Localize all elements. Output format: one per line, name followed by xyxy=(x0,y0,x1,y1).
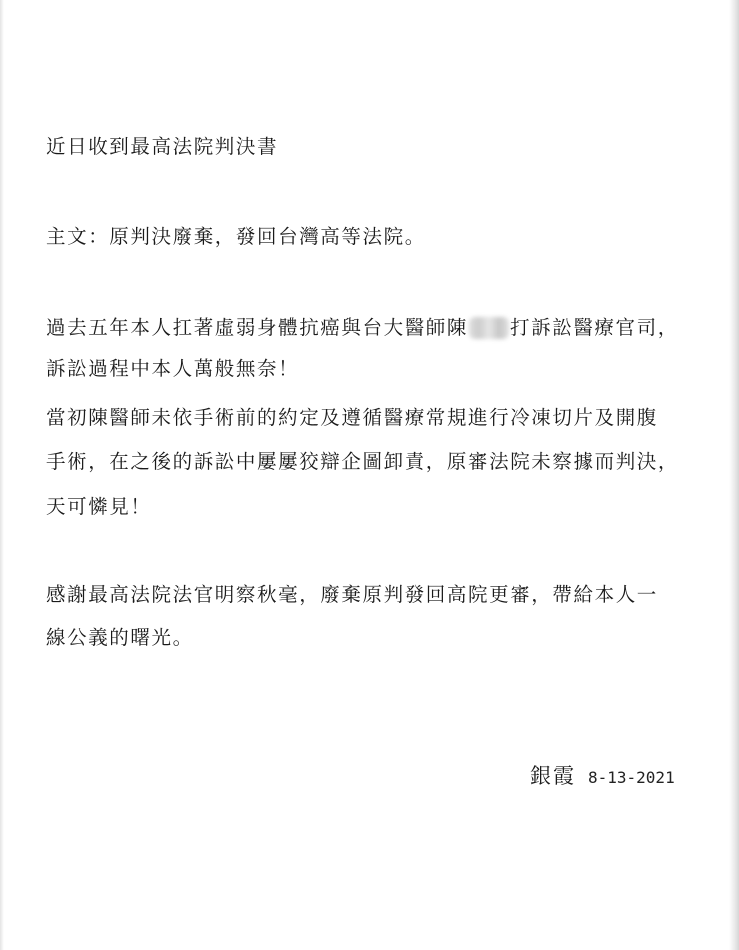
letter-line-background xyxy=(46,316,679,340)
letter-line-complaint: 當初陳醫師未依手術前的約定及遵循醫療常規進行冷凍切片及開腹 xyxy=(46,406,658,429)
letter-line-thanks-cont: 線公義的曙光。 xyxy=(46,626,194,649)
signature-name: 銀霞 xyxy=(530,764,576,788)
redacted-name-blur xyxy=(469,317,509,339)
scan-edge-left xyxy=(0,0,4,950)
letter-line-background-start: 過去五年本人扛著虛弱身體抗癌與台大醫師陳 xyxy=(46,316,469,339)
signature xyxy=(530,760,675,790)
signature-date: 8-13-2021 xyxy=(588,768,675,787)
letter-line-verdict: 主文：原判決廢棄，發回台灣高等法院。 xyxy=(46,225,426,248)
letter-line-exclaim: 天可憐見！ xyxy=(46,495,152,518)
letter-line-complaint-cont: 手術，在之後的訴訟中屢屢狡辯企圖卸責，原審法院未察據而判決， xyxy=(46,450,680,473)
letter-line-thanks: 感謝最高法院法官明察秋毫，廢棄原判發回高院更審，帶給本人一 xyxy=(46,583,658,606)
letter-line-helpless: 訴訟過程中本人萬般無奈！ xyxy=(46,357,300,380)
letter-line-intro: 近日收到最高法院判決書 xyxy=(46,135,279,158)
scan-edge-right xyxy=(729,0,739,950)
letter-line-background-end: 打訴訟醫療官司， xyxy=(510,316,679,339)
